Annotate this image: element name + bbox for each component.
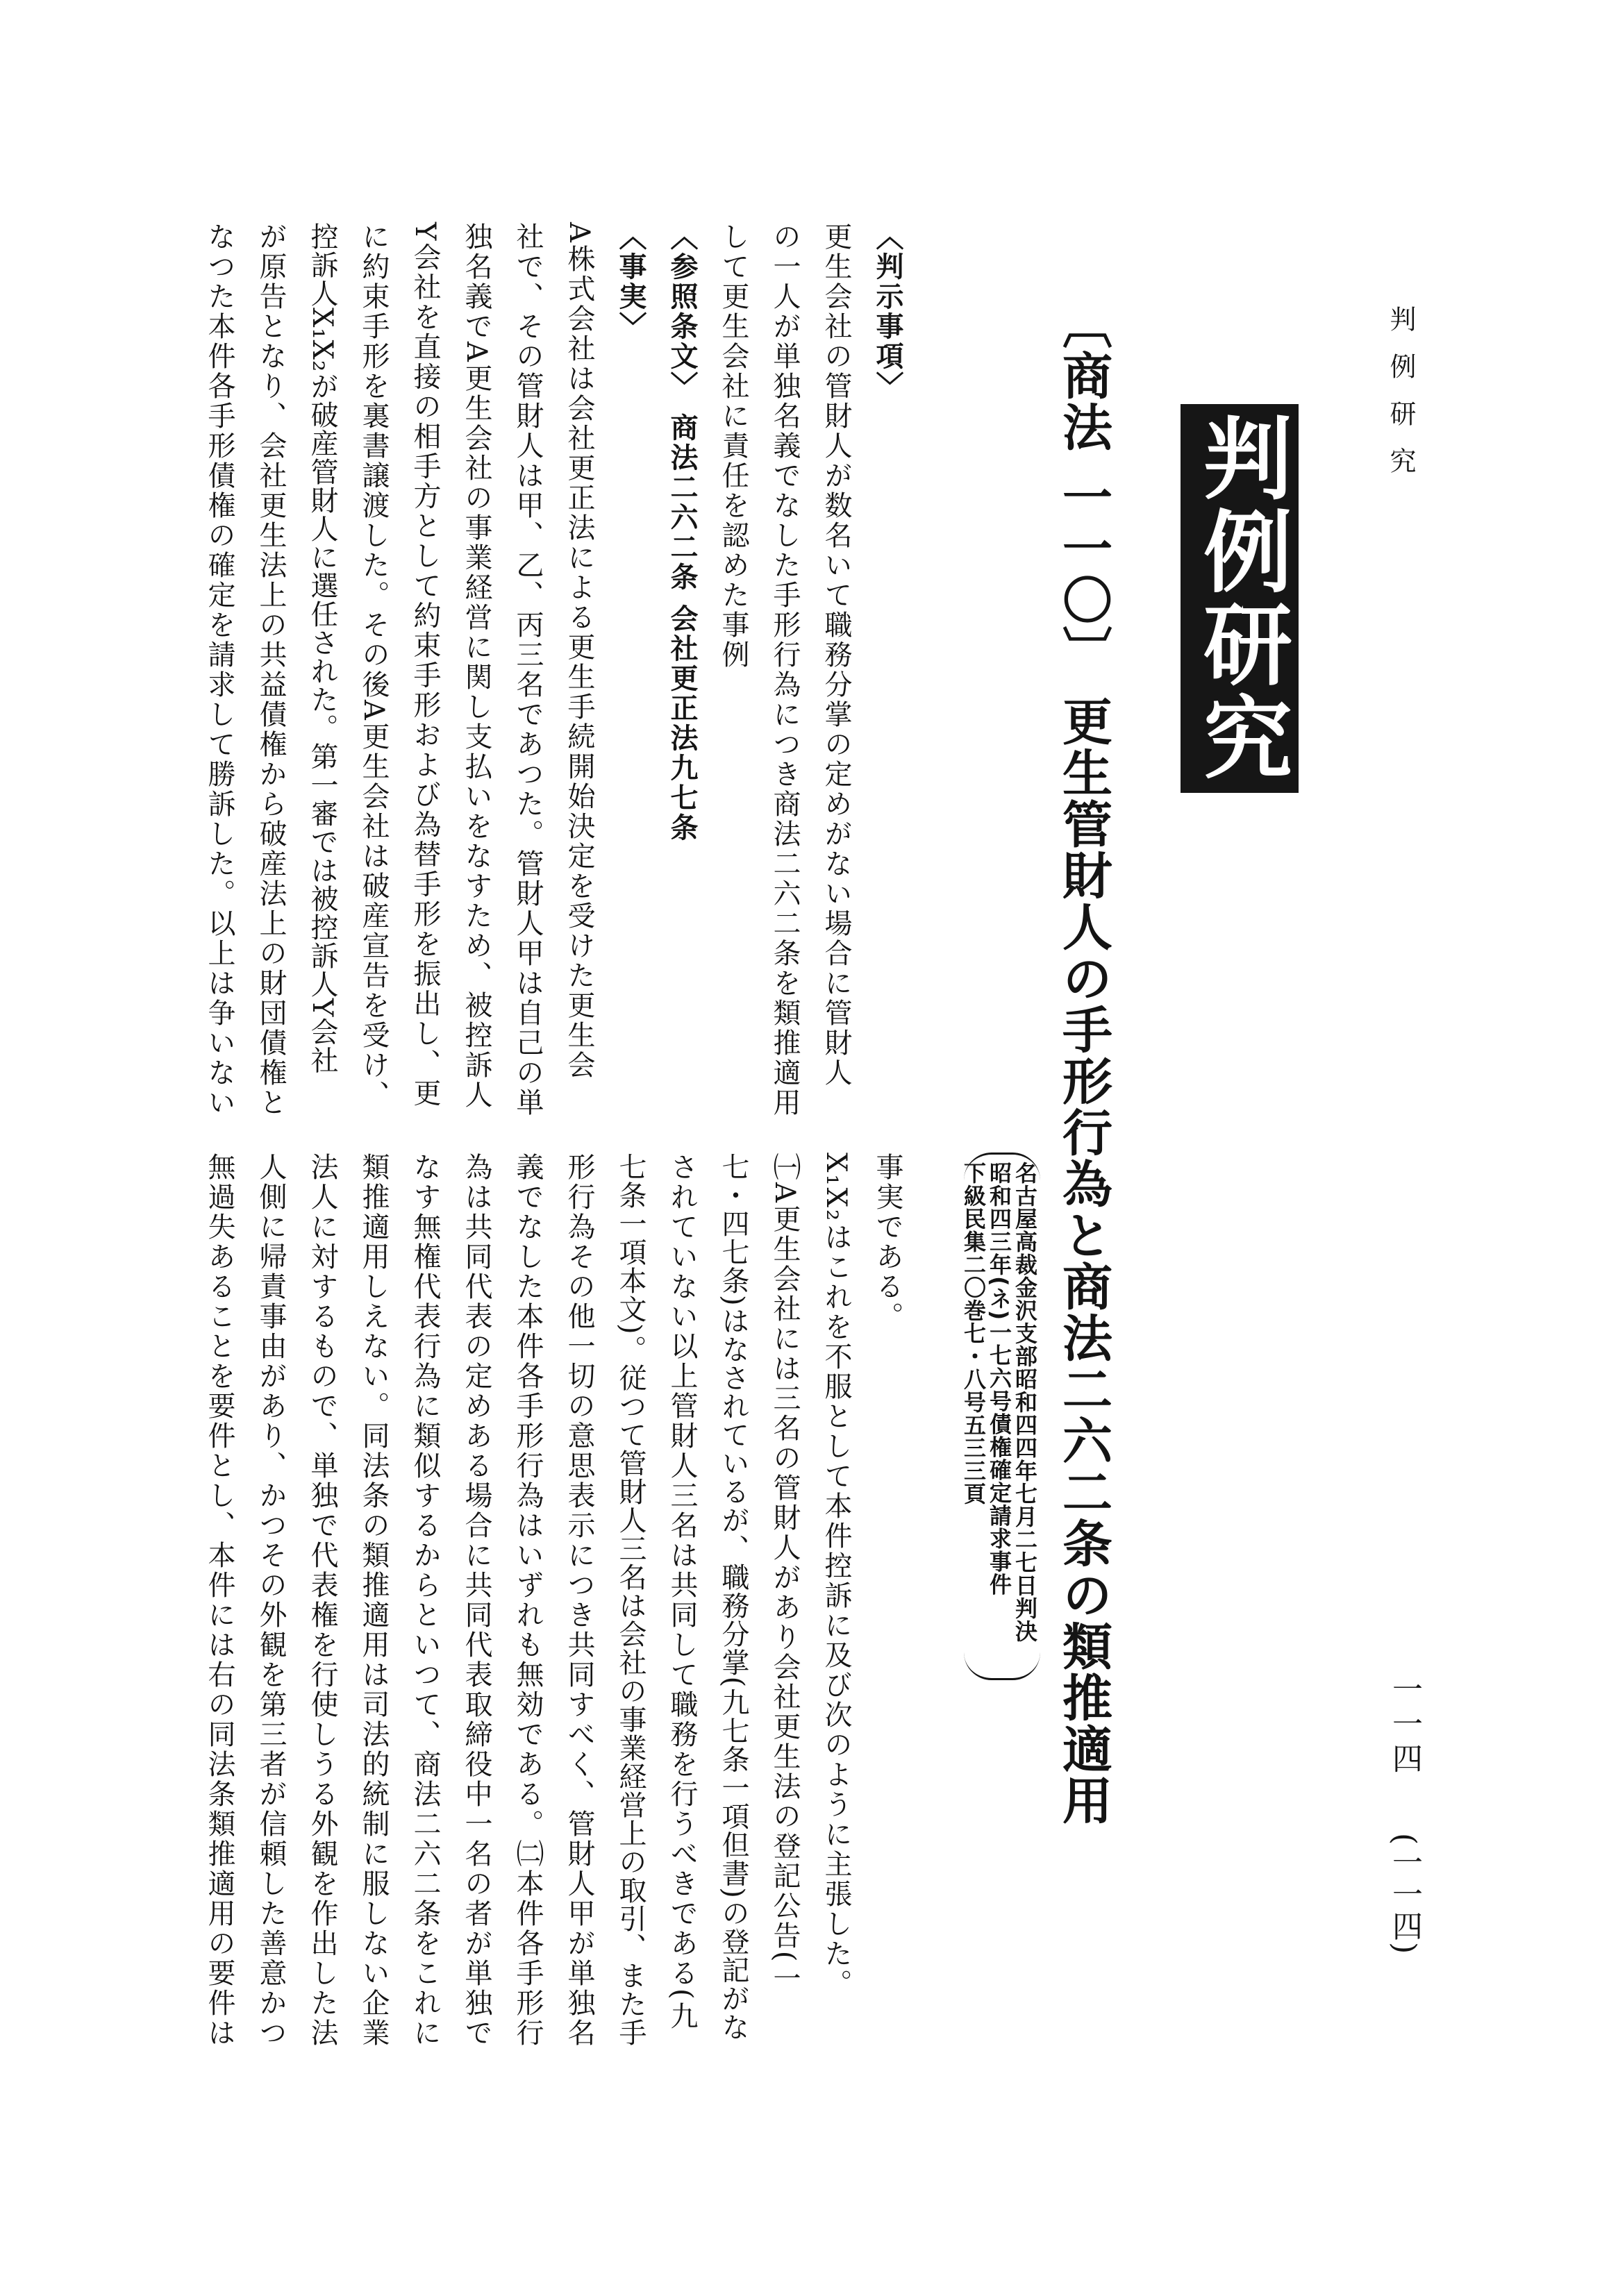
text-line: 人側に帰責事由があり、かつその外観を第三者が信頼した善意かつ: [255, 1153, 287, 2048]
page-number-parenthetical: (一一四): [1387, 1833, 1422, 1956]
text-line: 無過失あることを要件とし、本件には右の同法条類推適用の要件は: [203, 1153, 235, 2048]
text-line: して更生会社に責任を認めた事例: [717, 222, 749, 670]
text-line: 義でなした本件各手形行為はいずれも無効である。㈡本件各手形行: [512, 1153, 544, 2048]
citation-line: 昭和四三年(ネ)一七六号債権確定請求事件: [986, 1162, 1012, 1596]
text-line: A株式会社は会社更正法による更生手続開始決定を受けた更生会: [563, 222, 595, 1080]
text-line: に約束手形を裏書譲渡した。その後A更生会社は破産宣告を受け、: [358, 222, 390, 1110]
text-line: X₁X₂はこれを不服として本件控訴に及び次のように主張した。: [820, 1153, 852, 2000]
text-line: ㈠A更生会社には三名の管財人があり会社更生法の登記公告(一: [769, 1153, 801, 1994]
text-line: 七条一項本文)。従つて管財人三名は会社の事業経営上の取引、また手: [615, 1153, 647, 2047]
section-heading: 〈判示事項〉: [871, 222, 903, 401]
citation-line: 名古屋高裁金沢支部昭和四四年七月二七日判決: [1012, 1162, 1038, 1643]
text-line: 控訴人X₁X₂が破産管財人に選任された。第一審では被控訴人Y会社: [306, 222, 338, 1075]
text-line: 形行為その他一切の意思表示につき共同すべく、管財人甲が単独名: [563, 1153, 595, 2048]
page-number: 一一四: [1387, 1673, 1422, 1777]
text-line: 社で、その管財人は甲、乙、丙三名であつた。管財人甲は自己の単: [512, 222, 544, 1118]
upper-text-block: [182, 222, 903, 1118]
text-line: 法人に対するもので、単独で代表権を行使しうる外観を作出した法: [306, 1153, 338, 2048]
text-line: の一人が単独名義でなした手形行為につき商法二六二条を類推適用: [769, 222, 801, 1118]
text-line: 類推適用しえない。同法条の類推適用は司法的統制に服しない企業: [358, 1153, 390, 2048]
citation-line: 下級民集二〇巻七・八号五三三頁: [960, 1162, 987, 1505]
text-line: 更生会社の管財人が数名いて職務分掌の定めがない場合に管財人: [820, 222, 852, 1088]
text-line: 七・四七条)はなされているが、職務分掌(九七条一項但書)の登記がな: [717, 1153, 749, 2041]
text-line: されていない以上管財人三名は共同して職務を行うべきである(九: [666, 1153, 698, 2031]
section-heading: 〈参照条文〉 商法二六二条 会社更正法九七条: [666, 222, 698, 843]
running-header: 判例研究: [1385, 305, 1416, 494]
article-title: 〔商法 一一〇〕 更生管財人の手形行為と商法二六二条の類推適用: [1054, 299, 1113, 1827]
text-line: 事実である。: [871, 1153, 903, 1332]
text-line: Y会社を直接の相手方として約束手形および為替手形を振出し、更: [409, 222, 441, 1109]
text-line: なす無権代表行為に類似するからといつて、商法二六二条をこれに: [409, 1153, 441, 2048]
text-line: が原告となり、会社更生法上の共益債権から破産法上の財団債権と: [255, 222, 287, 1118]
case-citation: [960, 1153, 1040, 1680]
lower-text-block: [182, 1153, 901, 2069]
text-line: 独名義でA更生会社の事業経営に関し支払いをなすため、被控訴人: [460, 222, 492, 1110]
text-line: なつた本件各手形債権の確定を請求して勝訴した。以上は争いない: [203, 222, 235, 1118]
section-heading: 〈事実〉: [615, 222, 647, 342]
section-banner: 判例研究: [1181, 404, 1299, 793]
text-line: 為は共同代表の定めある場合に共同代表取締役中一名の者が単独で: [460, 1153, 492, 2048]
